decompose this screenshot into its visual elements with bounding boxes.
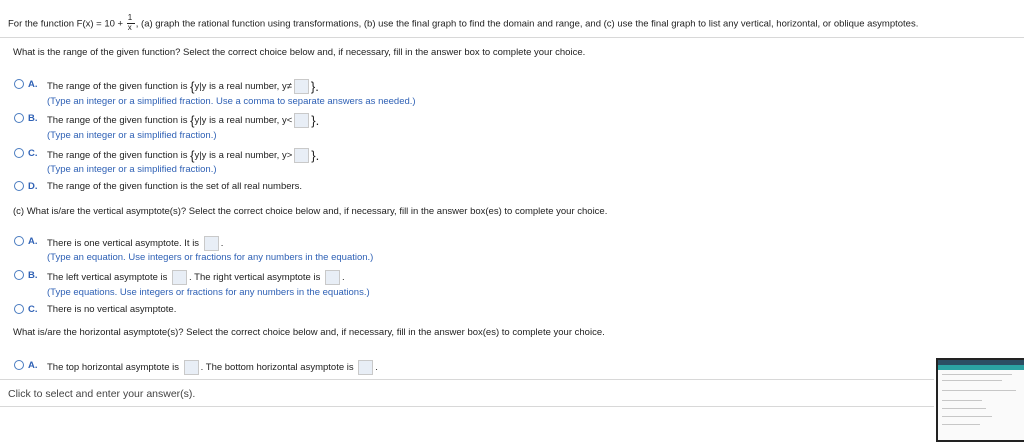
thumbnail-line (942, 380, 1002, 381)
preview-thumbnail[interactable] (936, 358, 1024, 442)
range-choice-c-hint: (Type an integer or a simplified fraction.) (47, 164, 217, 175)
fraction-numerator: 1 (127, 13, 133, 22)
thumbnail-line (942, 390, 1016, 391)
question-header (8, 8, 1018, 34)
vertical-question-prompt: (c) What is/are the vertical asymptote(s)? Select the correct choice below and, if necessary, fill in the answer box(es) to complete your choice. (13, 206, 608, 217)
choice-text-before: The top horizontal asymptote is (47, 362, 180, 374)
answer-box-left[interactable] (172, 270, 187, 285)
thumbnail-line (942, 374, 1012, 375)
vertical-choice-c-radio-wrap[interactable] (14, 304, 38, 315)
brace-close: }. (311, 148, 320, 163)
bottom-divider (0, 406, 934, 407)
choice-text-after: . (341, 272, 345, 284)
radio-button[interactable] (14, 79, 24, 89)
choice-letter: C. (28, 304, 38, 315)
choice-text-before: The range of the given function is (47, 115, 188, 127)
horizontal-choice-a-text (47, 360, 378, 375)
set-text: y|y is a real number, y> (194, 150, 293, 162)
choice-text-before: There is one vertical asymptote. It is (47, 238, 200, 250)
answer-box[interactable] (294, 148, 309, 163)
range-choice-b-hint: (Type an integer or a simplified fraction.) (47, 130, 217, 141)
answer-box-bottom[interactable] (358, 360, 373, 375)
choice-letter: A. (28, 360, 38, 371)
vertical-choice-a-hint: (Type an equation. Use integers or fractions for any numbers in the equation.) (47, 252, 374, 263)
range-choice-d-radio-wrap[interactable] (14, 181, 38, 192)
choice-text-mid: . The bottom horizontal asymptote is (200, 362, 354, 374)
choice-letter: A. (28, 236, 38, 247)
footer-divider (0, 379, 934, 380)
set-text: y|y is a real number, y< (194, 115, 293, 127)
choice-text-before: The range of the given function is (47, 150, 188, 162)
horizontal-question-prompt: What is/are the horizontal asymptote(s)? Select the correct choice below and, if necessary, fill in the answer box(es) to complete your choice. (13, 327, 605, 338)
choice-text-after: . (375, 362, 378, 374)
answer-box[interactable] (294, 113, 309, 128)
choice-text-before: The left vertical asymptote is (47, 272, 168, 284)
choice-letter: C. (28, 148, 38, 159)
choice-text-mid: . The right vertical asymptote is (189, 272, 321, 284)
radio-button[interactable] (14, 360, 24, 370)
vertical-choice-b-text (47, 270, 345, 285)
radio-button[interactable] (14, 181, 24, 191)
choice-letter: B. (28, 270, 38, 281)
answer-box-right[interactable] (325, 270, 340, 285)
radio-button[interactable] (14, 304, 24, 314)
brace-open: { (190, 79, 195, 94)
range-choice-a-hint: (Type an integer or a simplified fraction. Use a comma to separate answers as needed.) (47, 96, 416, 107)
range-choice-d-text: The range of the given function is the set of all real numbers. (47, 181, 303, 192)
choice-text-after: . (220, 238, 224, 250)
set-text: y|y is a real number, y≠ (194, 81, 292, 93)
header-suffix: , (a) graph the rational function using transformations, (b) use the final graph to find the domain and range, and (c) use the final graph to list any vertical, horizontal, or oblique asymptotes. (135, 18, 919, 30)
range-question-prompt: What is the range of the given function? Select the correct choice below and, if necessary, fill in the answer box to complete your choice. (13, 47, 586, 58)
brace-open: { (190, 113, 195, 128)
range-choice-b-text (47, 113, 319, 128)
answer-box[interactable] (204, 236, 219, 251)
vertical-choice-c-text: There is no vertical asymptote. (47, 304, 177, 315)
range-choice-c-text (47, 148, 319, 163)
radio-button[interactable] (14, 113, 24, 123)
radio-button[interactable] (14, 236, 24, 246)
thumbnail-line (942, 416, 992, 417)
choice-text-before: The range of the given function is (47, 81, 188, 93)
thumbnail-accent-bar (938, 365, 1024, 370)
function-statement (8, 14, 918, 34)
vertical-choice-b-hint: (Type equations. Use integers or fractions for any numbers in the equations.) (47, 287, 370, 298)
brace-close: }. (311, 113, 320, 128)
header-divider (0, 37, 1024, 38)
range-choice-a-radio-wrap[interactable] (14, 79, 38, 90)
thumbnail-line (942, 400, 982, 401)
answer-box[interactable] (294, 79, 309, 94)
brace-close: }. (310, 79, 319, 94)
choice-letter: A. (28, 79, 38, 90)
footer-instruction: Click to select and enter your answer(s). (8, 388, 196, 400)
vertical-choice-b-radio-wrap[interactable] (14, 270, 38, 281)
vertical-choice-a-radio-wrap[interactable] (14, 236, 38, 247)
range-choice-b-radio-wrap[interactable] (14, 113, 38, 124)
fraction-denominator: x (127, 23, 132, 32)
answer-box-top[interactable] (184, 360, 199, 375)
radio-button[interactable] (14, 148, 24, 158)
radio-button[interactable] (14, 270, 24, 280)
thumbnail-line (942, 408, 986, 409)
fraction (127, 14, 135, 34)
range-choice-a-text (47, 79, 319, 94)
choice-letter: B. (28, 113, 38, 124)
choice-letter: D. (28, 181, 38, 192)
horizontal-choice-a-radio-wrap[interactable] (14, 360, 38, 371)
brace-open: { (190, 148, 195, 163)
thumbnail-line (942, 424, 980, 425)
vertical-choice-a-text (47, 236, 223, 251)
header-prefix: For the function F(x) = 10 + (8, 18, 124, 30)
range-choice-c-radio-wrap[interactable] (14, 148, 38, 159)
